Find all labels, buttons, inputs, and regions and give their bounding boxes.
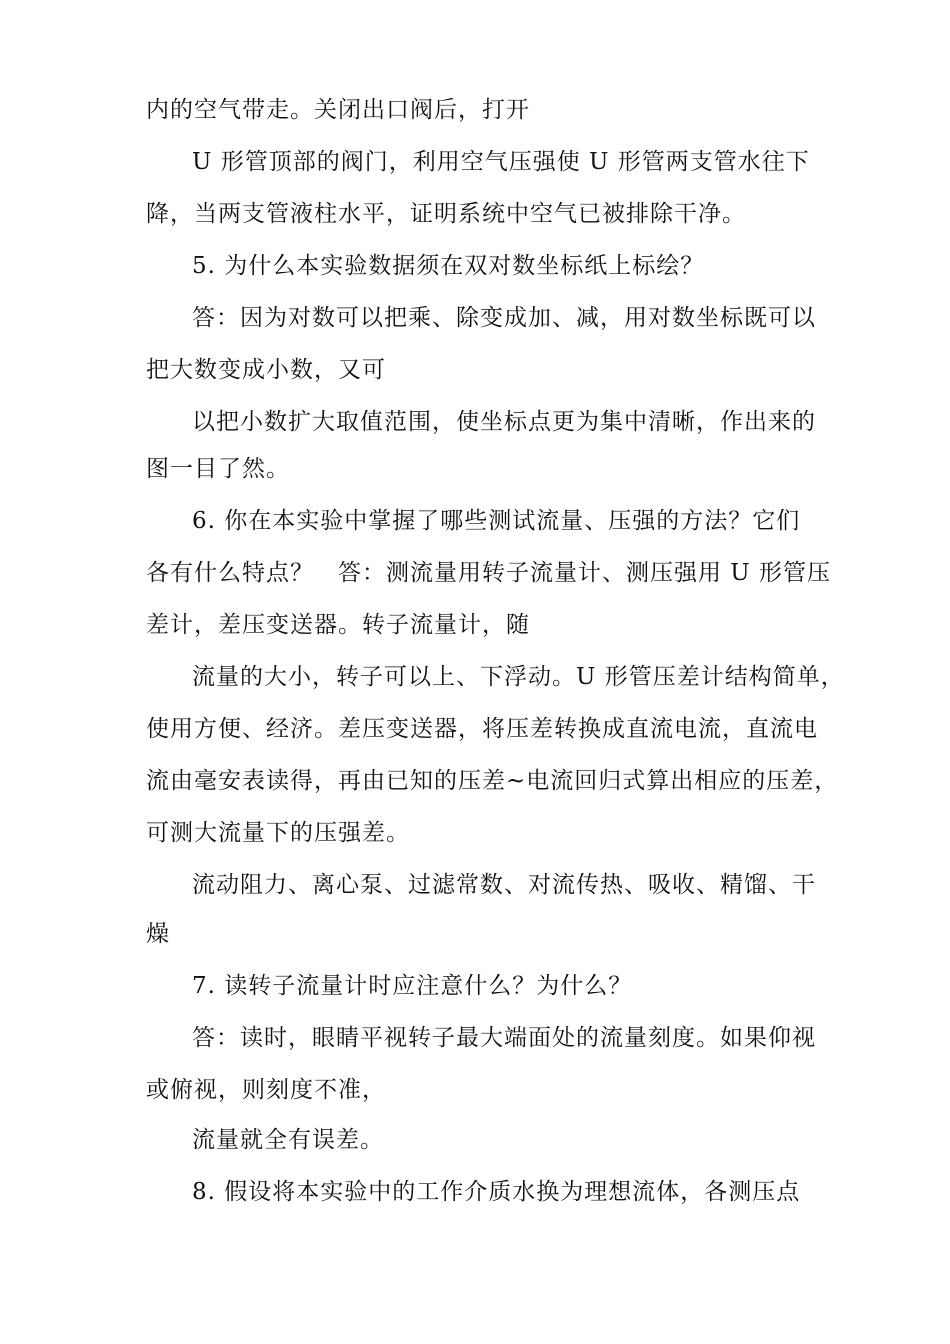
text-line: 使用方便、经济。差压变送器，将压差转换成直流电流，直流电 <box>146 716 818 742</box>
text-line: 图一目了然。 <box>146 456 290 482</box>
question-5: 5. 为什么本实验数据须在双对数坐标纸上标绘？ <box>192 253 705 279</box>
text-line: 流动阻力、离心泵、过滤常数、对流传热、吸收、精馏、干 <box>192 872 816 898</box>
text-line: 差计，差压变送器。转子流量计，随 <box>146 612 530 638</box>
text-line: 降，当两支管液柱水平，证明系统中空气已被排除干净。 <box>146 201 746 227</box>
answer-5: 答：因为对数可以把乘、除变成加、减，用对数坐标既可以 <box>192 305 816 331</box>
text-line: 流量就全有误差。 <box>192 1127 384 1153</box>
question-8: 8. 假设将本实验中的工作介质水换为理想流体，各测压点 <box>192 1179 801 1205</box>
text-line: 流由毫安表读得，再由已知的压差~电流回归式算出相应的压差， <box>146 768 839 794</box>
text-line: 流量的大小，转子可以上、下浮动。U 形管压差计结构简单， <box>192 664 845 690</box>
text-line: 或俯视，则刻度不准， <box>146 1077 386 1103</box>
answer-6: 各有什么特点？ 答：测流量用转子流量计、测压强用 U 形管压 <box>146 560 832 586</box>
answer-7: 答：读时，眼睛平视转子最大端面处的流量刻度。如果仰视 <box>192 1025 816 1051</box>
question-6: 6. 你在本实验中掌握了哪些测试流量、压强的方法？它们 <box>192 508 801 534</box>
text-line: 燥 <box>146 921 170 947</box>
question-7: 7. 读转子流量计时应注意什么？为什么？ <box>192 973 633 999</box>
text-line: 以把小数扩大取值范围，使坐标点更为集中清晰，作出来的 <box>192 409 816 435</box>
text-line: 内的空气带走。关闭出口阀后，打开 <box>146 97 530 123</box>
text-line: 可测大流量下的压强差。 <box>146 820 410 846</box>
text-line: U 形管顶部的阀门，利用空气压强使 U 形管两支管水往下 <box>192 149 810 175</box>
text-line: 把大数变成小数，又可 <box>146 357 386 383</box>
